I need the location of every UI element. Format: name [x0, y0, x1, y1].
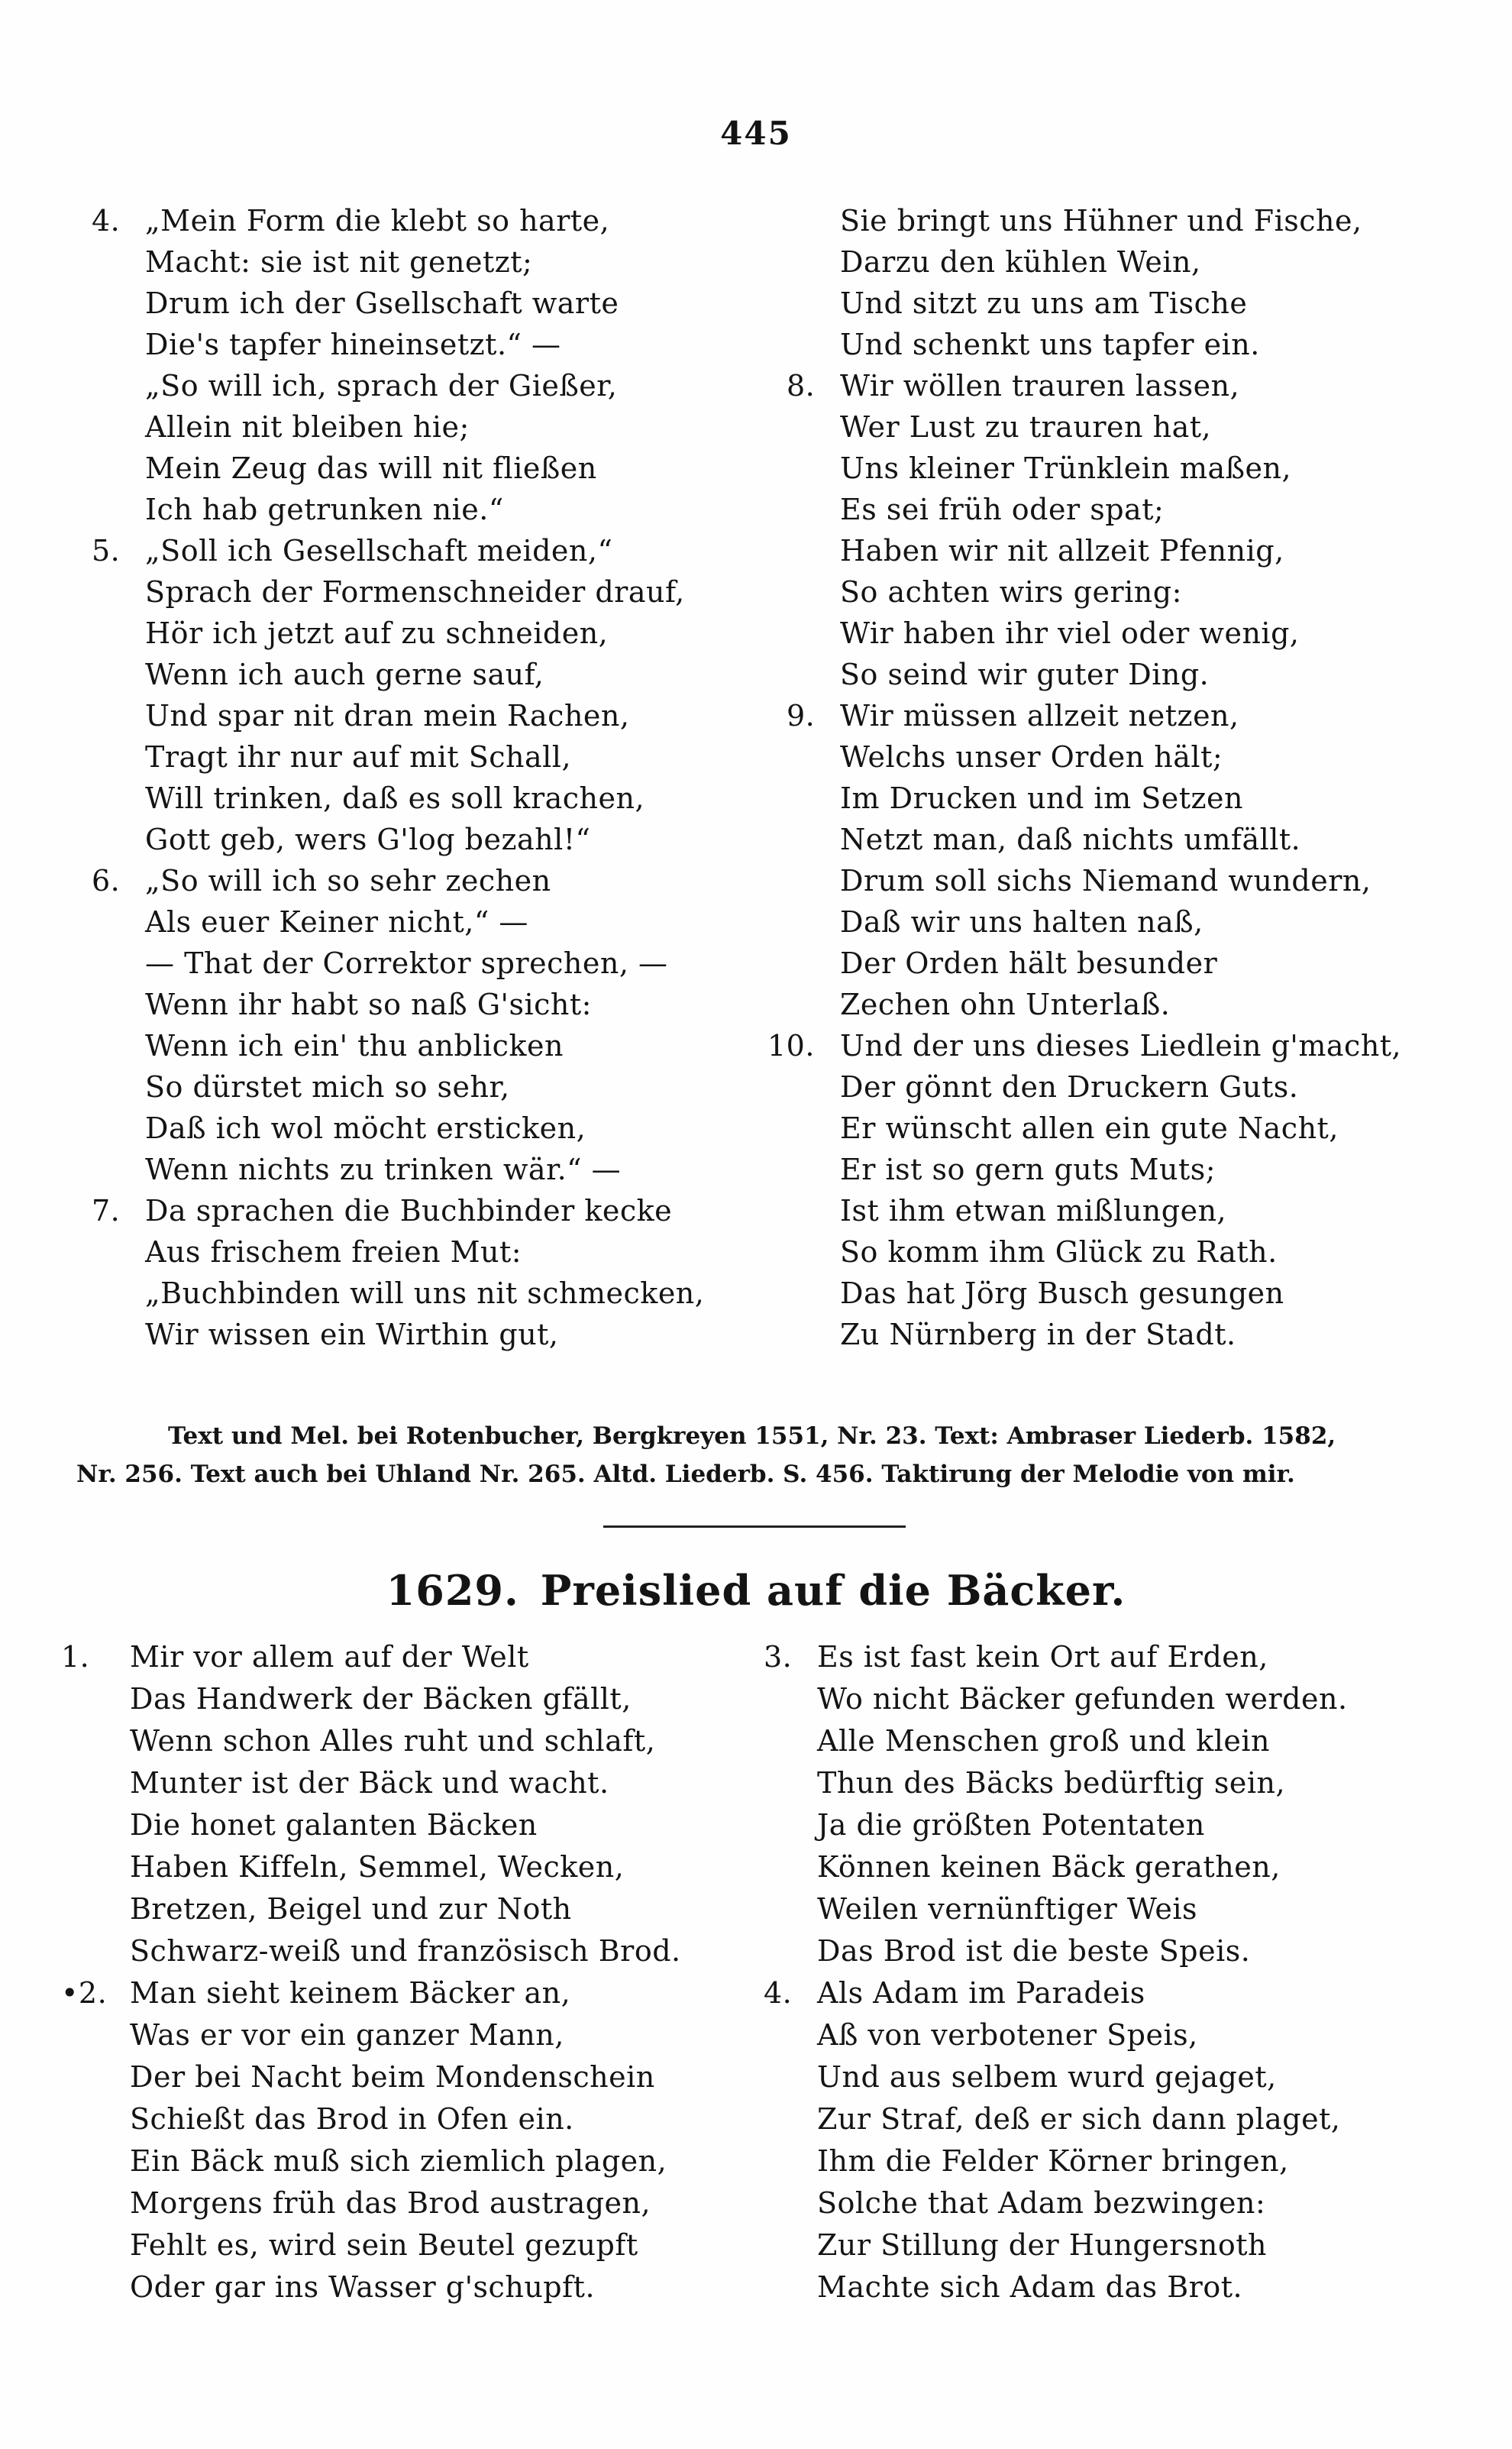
song-number: 1629. [386, 1566, 519, 1615]
verse-line [787, 365, 1466, 406]
verse-text: Die honet galanten Bäcken [130, 1808, 538, 1842]
verse-line [145, 324, 756, 365]
verse-line [787, 695, 1466, 736]
page-number: 445 [720, 115, 792, 152]
verse-line [840, 819, 1466, 860]
verse-text: „So will ich, sprach der Gießer, [145, 369, 618, 403]
verse-line [840, 778, 1466, 819]
verse-line [764, 1636, 1466, 1678]
verse-text: Daß wir uns halten naß, [840, 905, 1203, 939]
verse-line [840, 1149, 1466, 1190]
lower-left-column [61, 1636, 756, 2308]
verse-line [130, 1930, 756, 1972]
verse-line [145, 613, 756, 654]
verse-text: Die's tapfer hineinsetzt.“ — [145, 328, 561, 361]
source-footnote [76, 1417, 1443, 1493]
verse-text: Und spar nit dran mein Rachen, [145, 699, 630, 733]
verse-line [817, 1804, 1466, 1846]
verse-text: Der bei Nacht beim Mondenschein [130, 2060, 655, 2094]
verse-text: Im Drucken und im Setzen [840, 781, 1243, 815]
verse-line [145, 1314, 756, 1355]
lower-right-column [764, 1636, 1466, 2308]
upper-left-column [92, 200, 756, 1355]
verse-line [145, 1025, 756, 1066]
verse-line [840, 1108, 1466, 1149]
verse-line [817, 2098, 1466, 2140]
verse-text: So seind wir guter Ding. [840, 658, 1210, 691]
verse-number: 3. [764, 1640, 793, 1674]
verse-line [840, 324, 1466, 365]
verse-text: Gott geb, wers G'log bezahl!“ [145, 823, 591, 856]
verse-text: Es sei früh oder spat; [840, 493, 1165, 526]
verse-line [817, 1930, 1466, 1972]
verse-line [130, 1846, 756, 1888]
verse-text: Ist ihm etwan mißlungen, [840, 1194, 1227, 1228]
verse-line [145, 695, 756, 736]
verse-line [92, 1190, 756, 1231]
verse-line [817, 2140, 1466, 2182]
verse-line [840, 530, 1466, 571]
verse-number: 4. [92, 204, 121, 238]
verse-line [145, 901, 756, 943]
section-divider [603, 1525, 906, 1528]
verse-text: Wenn ich ein' thu anblicken [145, 1029, 564, 1063]
verse-text: Uns kleiner Trünklein maßen, [840, 451, 1292, 485]
verse-text: Hör ich jetzt auf zu schneiden, [145, 616, 609, 650]
verse-line [145, 1149, 756, 1190]
verse-text: Da sprachen die Buchbinder kecke [145, 1194, 673, 1228]
verse-text: Sie bringt uns Hühner und Fische, [840, 204, 1362, 238]
verse-line [145, 283, 756, 324]
verse-line [840, 1314, 1466, 1355]
verse-line [840, 654, 1466, 695]
verse-number: 1. [61, 1640, 90, 1674]
verse-text: Er ist so gern guts Muts; [840, 1153, 1216, 1186]
verse-line [145, 1231, 756, 1273]
verse-text: Haben Kiffeln, Semmel, Wecken, [130, 1850, 625, 1884]
verse-text: So achten wirs gering: [840, 575, 1182, 609]
verse-text: Zur Stillung der Hungersnoth [817, 2228, 1267, 2262]
verse-text: Ein Bäck muß sich ziemlich plagen, [130, 2144, 667, 2178]
verse-text: Thun des Bäcks bedürftig sein, [817, 1766, 1286, 1800]
verse-text: Tragt ihr nur auf mit Schall, [145, 740, 572, 774]
verse-text: Es ist fast kein Ort auf Erden, [817, 1640, 1268, 1674]
verse-text: „So will ich so sehr zechen [145, 864, 551, 898]
verse-line [145, 241, 756, 283]
verse-line [130, 2098, 756, 2140]
verse-text: Der gönnt den Druckern Guts. [840, 1070, 1299, 1104]
verse-text: Munter ist der Bäck und wacht. [130, 1766, 609, 1800]
verse-line [130, 1804, 756, 1846]
verse-text: Man sieht keinem Bäcker an, [130, 1976, 571, 2010]
verse-line [840, 200, 1466, 241]
verse-line [840, 943, 1466, 984]
verse-line [840, 984, 1466, 1025]
verse-text: Netzt man, daß nichts umfällt. [840, 823, 1301, 856]
verse-line [145, 365, 756, 406]
verse-number: 10. [767, 1029, 815, 1063]
verse-line [145, 1273, 756, 1314]
verse-line [764, 1972, 1466, 2014]
verse-text: Und schenkt uns tapfer ein. [840, 328, 1260, 361]
verse-text: Schwarz-weiß und französisch Brod. [130, 1934, 681, 1968]
verse-line [840, 1190, 1466, 1231]
verse-text: Darzu den kühlen Wein, [840, 245, 1201, 279]
verse-text: Solche that Adam bezwingen: [817, 2186, 1266, 2220]
verse-text: Sprach der Formenschneider drauf, [145, 575, 685, 609]
verse-text: Wir müssen allzeit netzen, [840, 699, 1239, 733]
verse-line [130, 2140, 756, 2182]
verse-number: 6. [92, 864, 121, 898]
verse-text: Allein nit bleiben hie; [145, 410, 470, 444]
verse-text: Ja die größten Potentaten [817, 1808, 1205, 1842]
verse-text: Das Brod ist die beste Speis. [817, 1934, 1251, 1968]
verse-line [817, 1762, 1466, 1804]
verse-line [840, 1273, 1466, 1314]
verse-text: Will trinken, daß es soll krachen, [145, 781, 645, 815]
verse-text: Aß von verbotener Speis, [817, 2018, 1198, 2052]
verse-text: Das hat Jörg Busch gesungen [840, 1276, 1284, 1310]
verse-text: Zechen ohn Unterlaß. [840, 988, 1171, 1021]
verse-line [817, 2224, 1466, 2266]
verse-line [817, 1888, 1466, 1930]
verse-number: 4. [764, 1976, 793, 2010]
verse-text: Wer Lust zu trauren hat, [840, 410, 1212, 444]
verse-line [145, 778, 756, 819]
verse-line [145, 819, 756, 860]
verse-line [92, 200, 756, 241]
verse-line [130, 1720, 756, 1762]
verse-text: Welchs unser Orden hält; [840, 740, 1223, 774]
verse-text: Oder gar ins Wasser g'schupft. [130, 2270, 596, 2304]
verse-text: Wir wöllen trauren lassen, [840, 369, 1240, 403]
verse-text: Zu Nürnberg in der Stadt. [840, 1318, 1236, 1351]
verse-line [145, 1066, 756, 1108]
verse-line [817, 1846, 1466, 1888]
verse-line [817, 2014, 1466, 2056]
song-heading [0, 1566, 1512, 1615]
verse-text: Bretzen, Beigel und zur Noth [130, 1892, 572, 1926]
verse-line [840, 283, 1466, 324]
verse-line [130, 1762, 756, 1804]
verse-text: So dürstet mich so sehr, [145, 1070, 510, 1104]
verse-text: Wo nicht Bäcker gefunden werden. [817, 1682, 1348, 1716]
verse-line [92, 530, 756, 571]
verse-text: Und sitzt zu uns am Tische [840, 286, 1248, 320]
verse-text: — That der Correktor sprechen, — [145, 946, 668, 980]
verse-line [145, 571, 756, 613]
verse-line [145, 489, 756, 530]
verse-text: Morgens früh das Brod austragen, [130, 2186, 651, 2220]
verse-text: Wenn nichts zu trinken wär.“ — [145, 1153, 622, 1186]
verse-text: Schießt das Brod in Ofen ein. [130, 2102, 574, 2136]
verse-number: 5. [92, 534, 121, 568]
verse-text: Können keinen Bäck gerathen, [817, 1850, 1281, 1884]
verse-line [840, 241, 1466, 283]
verse-line [840, 1231, 1466, 1273]
verse-line [840, 571, 1466, 613]
verse-line [840, 736, 1466, 778]
song-title: Preislied auf die Bäcker. [540, 1566, 1126, 1615]
footnote-line: Text und Mel. bei Rotenbucher, Bergkreyen 1551, Nr. 23. Text: Ambraser Liederb. 1582, [168, 1422, 1336, 1450]
verse-number: 7. [92, 1194, 121, 1228]
verse-text: Drum ich der Gsellschaft warte [145, 286, 619, 320]
verse-line [145, 654, 756, 695]
verse-text: Haben wir nit allzeit Pfennig, [840, 534, 1284, 568]
verse-line [61, 1636, 756, 1678]
verse-text: Weilen vernünftiger Weis [817, 1892, 1197, 1926]
verse-text: Ihm die Felder Körner bringen, [817, 2144, 1289, 2178]
verse-line [817, 1678, 1466, 1720]
verse-text: Mein Zeug das will nit fließen [145, 451, 597, 485]
verse-line [130, 2224, 756, 2266]
verse-text: Aus frischem freien Mut: [145, 1235, 522, 1269]
verse-text: Und aus selbem wurd gejaget, [817, 2060, 1277, 2094]
verse-text: Ich hab getrunken nie.“ [145, 493, 504, 526]
verse-line [145, 984, 756, 1025]
footnote-line: Nr. 256. Text auch bei Uhland Nr. 265. Altd. Liederb. S. 456. Taktirung der Melodie von mir. [76, 1461, 1295, 1488]
verse-text: Wenn schon Alles ruht und schlaft, [130, 1724, 656, 1758]
verse-line [145, 448, 756, 489]
verse-text: Wenn ihr habt so naß G'sicht: [145, 988, 592, 1021]
verse-line [130, 2266, 756, 2308]
verse-line [130, 2056, 756, 2098]
verse-line [145, 943, 756, 984]
verse-line [840, 489, 1466, 530]
verse-text: Alle Menschen groß und klein [817, 1724, 1270, 1758]
verse-number: 8. [787, 369, 816, 403]
verse-line [130, 2014, 756, 2056]
verse-line [817, 1720, 1466, 1762]
verse-text: „Mein Form die klebt so harte, [145, 204, 610, 238]
verse-line [840, 901, 1466, 943]
verse-text: Mir vor allem auf der Welt [130, 1640, 529, 1674]
verse-text: So komm ihm Glück zu Rath. [840, 1235, 1278, 1269]
verse-number: •2. [61, 1976, 108, 2010]
verse-text: Als Adam im Paradeis [817, 1976, 1145, 2010]
verse-line [840, 613, 1466, 654]
verse-text: „Buchbinden will uns nit schmecken, [145, 1276, 705, 1310]
verse-line [840, 448, 1466, 489]
verse-line [840, 406, 1466, 448]
verse-line [840, 1066, 1466, 1108]
verse-text: Der Orden hält besunder [840, 946, 1218, 980]
verse-line [92, 860, 756, 901]
verse-line [145, 406, 756, 448]
verse-text: Macht: sie ist nit genetzt; [145, 245, 533, 279]
verse-line [817, 2056, 1466, 2098]
verse-text: Das Handwerk der Bäcken gfällt, [130, 1682, 632, 1716]
verse-text: Als euer Keiner nicht,“ — [145, 905, 528, 939]
verse-text: Er wünscht allen ein gute Nacht, [840, 1111, 1339, 1145]
verse-text: Drum soll sichs Niemand wundern, [840, 864, 1371, 898]
verse-line [145, 1108, 756, 1149]
verse-text: Und der uns dieses Liedlein g'macht, [840, 1029, 1402, 1063]
upper-right-column [767, 200, 1466, 1355]
verse-text: Wir haben ihr viel oder wenig, [840, 616, 1300, 650]
verse-line [130, 1678, 756, 1720]
verse-line [840, 860, 1466, 901]
verse-text: Zur Straf, deß er sich dann plaget, [817, 2102, 1341, 2136]
verse-text: Fehlt es, wird sein Beutel gezupft [130, 2228, 638, 2262]
verse-text: „Soll ich Gesellschaft meiden,“ [145, 534, 613, 568]
verse-line [817, 2266, 1466, 2308]
verse-line [61, 1972, 756, 2014]
verse-line [130, 1888, 756, 1930]
verse-text: Daß ich wol möcht ersticken, [145, 1111, 586, 1145]
verse-line [145, 736, 756, 778]
verse-line [767, 1025, 1466, 1066]
verse-line [130, 2182, 756, 2224]
verse-text: Was er vor ein ganzer Mann, [130, 2018, 564, 2052]
verse-number: 9. [787, 699, 816, 733]
verse-text: Machte sich Adam das Brot. [817, 2270, 1243, 2304]
verse-text: Wenn ich auch gerne sauf, [145, 658, 544, 691]
verse-line [817, 2182, 1466, 2224]
verse-text: Wir wissen ein Wirthin gut, [145, 1318, 559, 1351]
